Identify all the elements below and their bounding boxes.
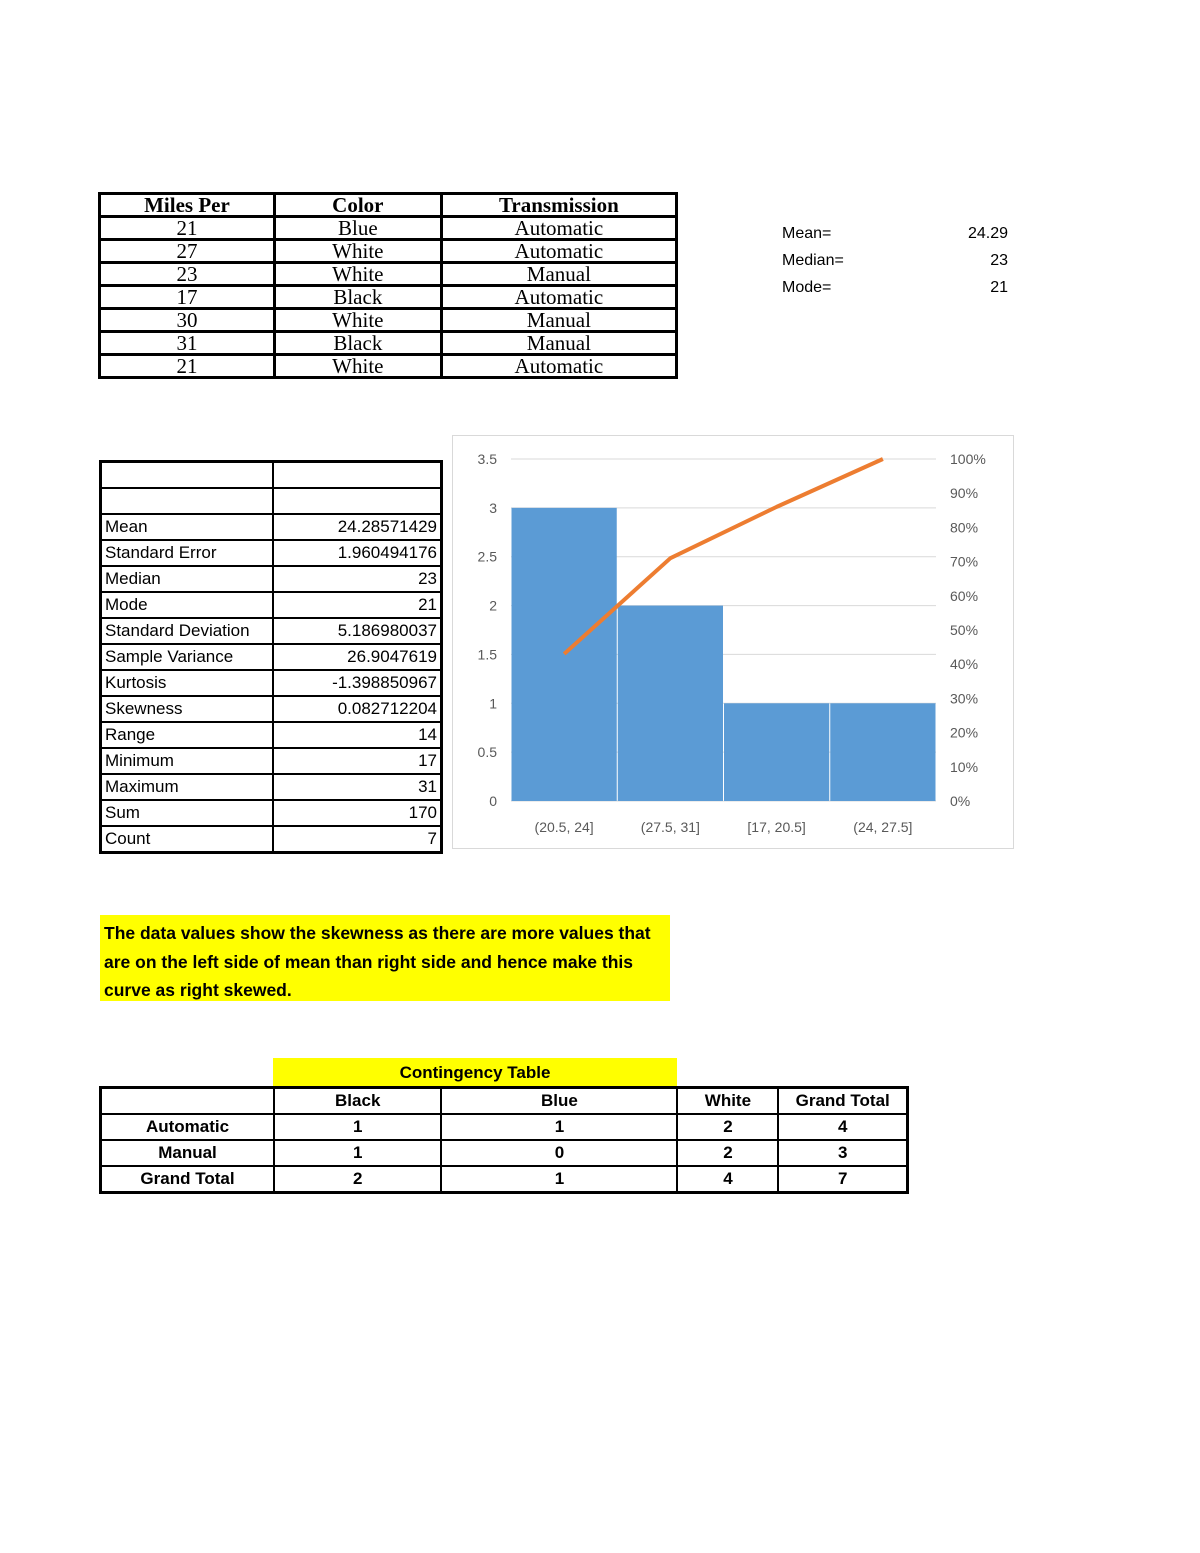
transmission-cell: Automatic <box>441 286 676 309</box>
stats-label: Kurtosis <box>101 670 274 696</box>
table-row <box>100 309 677 332</box>
x-tick-label: (24, 27.5] <box>853 819 913 835</box>
stats-label: Mean <box>101 514 274 540</box>
contingency-cell: 1 <box>274 1114 441 1140</box>
stats-row <box>101 540 442 566</box>
table-row <box>100 286 677 309</box>
stats-value: 23 <box>273 566 441 592</box>
color-cell: Black <box>274 286 441 309</box>
stats-row <box>101 826 442 853</box>
stats-row <box>101 670 442 696</box>
mpg-cell: 21 <box>100 217 275 240</box>
stats-label: Maximum <box>101 774 274 800</box>
summary-value: 24.29 <box>967 225 1008 242</box>
contingency-row-label: Manual <box>101 1140 275 1166</box>
y2-tick-label: 0% <box>950 793 971 809</box>
stats-row <box>101 592 442 618</box>
y2-tick-label: 90% <box>950 485 979 502</box>
color-cell: White <box>274 263 441 286</box>
table-row <box>100 355 677 378</box>
table-row <box>100 240 677 263</box>
transmission-cell: Manual <box>441 263 676 286</box>
contingency-header-cell: White <box>677 1088 778 1115</box>
stats-label: Standard Deviation <box>101 618 274 644</box>
stats-value: 26.9047619 <box>273 644 441 670</box>
stats-row <box>101 774 442 800</box>
contingency-cell: 1 <box>441 1166 677 1193</box>
y2-tick-label: 50% <box>950 622 979 638</box>
summary-row <box>782 247 1008 274</box>
y2-tick-label: 100% <box>950 451 986 467</box>
y2-tick-label: 40% <box>950 656 979 673</box>
mpg-cell: 31 <box>100 332 275 355</box>
data-table-header <box>100 194 677 217</box>
contingency-cell: 2 <box>274 1166 441 1193</box>
stats-label: Mode <box>101 592 274 618</box>
mpg-cell: 23 <box>100 263 275 286</box>
stats-value: 1.960494176 <box>273 540 441 566</box>
mpg-cell: 17 <box>100 286 275 309</box>
header-color: Color <box>274 194 441 217</box>
summary-label: Mode= <box>782 279 832 296</box>
stats-value: 31 <box>273 774 441 800</box>
x-tick-label: [17, 20.5] <box>747 819 806 835</box>
descriptive-stats-table <box>99 460 443 854</box>
y-tick-label: 0.5 <box>477 744 497 761</box>
data-table <box>98 192 678 379</box>
stats-value: 14 <box>273 722 441 748</box>
stats-value: 5.186980037 <box>273 618 441 644</box>
transmission-cell: Manual <box>441 309 676 332</box>
stats-value: 0.082712204 <box>273 696 441 722</box>
color-cell: Black <box>274 332 441 355</box>
mpg-cell: 27 <box>100 240 275 263</box>
stats-blank-cell <box>101 462 274 489</box>
x-tick-label: (27.5, 31] <box>640 819 700 835</box>
stats-row <box>101 800 442 826</box>
contingency-cell: 0 <box>441 1140 677 1166</box>
contingency-header-cell <box>101 1088 275 1115</box>
summary-label: Median= <box>782 252 844 269</box>
stats-label: Range <box>101 722 274 748</box>
stats-blank-cell <box>101 488 274 514</box>
stats-value: 21 <box>273 592 441 618</box>
stats-blank-row <box>101 488 442 514</box>
y2-tick-label: 70% <box>950 553 979 570</box>
histogram-chart <box>452 435 1014 849</box>
summary-value: 23 <box>990 252 1008 269</box>
y2-tick-label: 30% <box>950 690 979 707</box>
color-cell: White <box>274 309 441 332</box>
stats-row <box>101 618 442 644</box>
contingency-cell: 1 <box>441 1114 677 1140</box>
table-row <box>100 332 677 355</box>
y-tick-label: 2.5 <box>477 548 497 565</box>
summary-row <box>782 220 1008 247</box>
color-cell: Blue <box>274 217 441 240</box>
summary-label: Mean= <box>782 225 832 242</box>
y-tick-label: 0 <box>489 793 497 809</box>
y-tick-label: 3 <box>489 499 497 516</box>
contingency-title: Contingency Table <box>273 1058 677 1086</box>
stats-row <box>101 748 442 774</box>
stats-blank-row <box>101 462 442 489</box>
contingency-cell: 4 <box>677 1166 778 1193</box>
stats-row <box>101 566 442 592</box>
mpg-cell: 30 <box>100 309 275 332</box>
contingency-cell: 4 <box>778 1114 907 1140</box>
contingency-row-label: Grand Total <box>101 1166 275 1193</box>
contingency-row <box>101 1166 908 1193</box>
x-tick-label: (20.5, 24] <box>534 819 594 835</box>
stats-value: 17 <box>273 748 441 774</box>
stats-row <box>101 696 442 722</box>
contingency-cell: 2 <box>677 1114 778 1140</box>
stats-label: Sample Variance <box>101 644 274 670</box>
contingency-cell: 1 <box>274 1140 441 1166</box>
stats-value: -1.398850967 <box>273 670 441 696</box>
histogram-bar <box>830 703 935 801</box>
mpg-cell: 21 <box>100 355 275 378</box>
y2-tick-label: 20% <box>950 724 979 741</box>
stats-row <box>101 722 442 748</box>
skewness-note: The data values show the skewness as there are more values that are on the left side of mean than right side and hence make this curve as right skewed. <box>100 915 670 1001</box>
transmission-cell: Manual <box>441 332 676 355</box>
stats-label: Minimum <box>101 748 274 774</box>
contingency-cell: 2 <box>677 1140 778 1166</box>
summary-row <box>782 274 1008 301</box>
transmission-cell: Automatic <box>441 355 676 378</box>
contingency-cell: 7 <box>778 1166 907 1193</box>
stats-value: 7 <box>273 826 441 853</box>
header-transmission: Transmission <box>441 194 676 217</box>
stats-label: Skewness <box>101 696 274 722</box>
histogram-bar <box>618 606 723 801</box>
contingency-header-cell: Blue <box>441 1088 677 1115</box>
stats-blank-cell <box>273 462 441 489</box>
y-tick-label: 1 <box>489 695 497 712</box>
y-tick-label: 1.5 <box>477 646 497 663</box>
contingency-cell: 3 <box>778 1140 907 1166</box>
summary-value: 21 <box>990 279 1008 296</box>
stats-row <box>101 514 442 540</box>
y2-tick-label: 10% <box>950 758 979 775</box>
stats-value: 170 <box>273 800 441 826</box>
histogram-bar <box>724 703 829 801</box>
color-cell: White <box>274 240 441 263</box>
contingency-table <box>99 1086 909 1194</box>
color-cell: White <box>274 355 441 378</box>
stats-value: 24.28571429 <box>273 514 441 540</box>
stats-blank-cell <box>273 488 441 514</box>
table-row <box>100 263 677 286</box>
chart-svg <box>453 436 1013 848</box>
contingency-row-label: Automatic <box>101 1114 275 1140</box>
stats-label: Median <box>101 566 274 592</box>
stats-label: Sum <box>101 800 274 826</box>
y2-tick-label: 80% <box>950 519 979 536</box>
stats-label: Count <box>101 826 274 853</box>
transmission-cell: Automatic <box>441 240 676 263</box>
histogram-bar <box>512 508 617 801</box>
stats-label: Standard Error <box>101 540 274 566</box>
table-row <box>100 217 677 240</box>
transmission-cell: Automatic <box>441 217 676 240</box>
contingency-header-cell: Black <box>274 1088 441 1115</box>
y-tick-label: 3.5 <box>477 451 497 467</box>
summary-block <box>782 220 1008 301</box>
contingency-header-row <box>101 1088 908 1115</box>
stats-row <box>101 644 442 670</box>
header-miles-per: Miles Per <box>100 194 275 217</box>
y2-tick-label: 60% <box>950 587 979 604</box>
contingency-row <box>101 1140 908 1166</box>
y-tick-label: 2 <box>489 597 497 614</box>
contingency-row <box>101 1114 908 1140</box>
contingency-header-cell: Grand Total <box>778 1088 907 1115</box>
